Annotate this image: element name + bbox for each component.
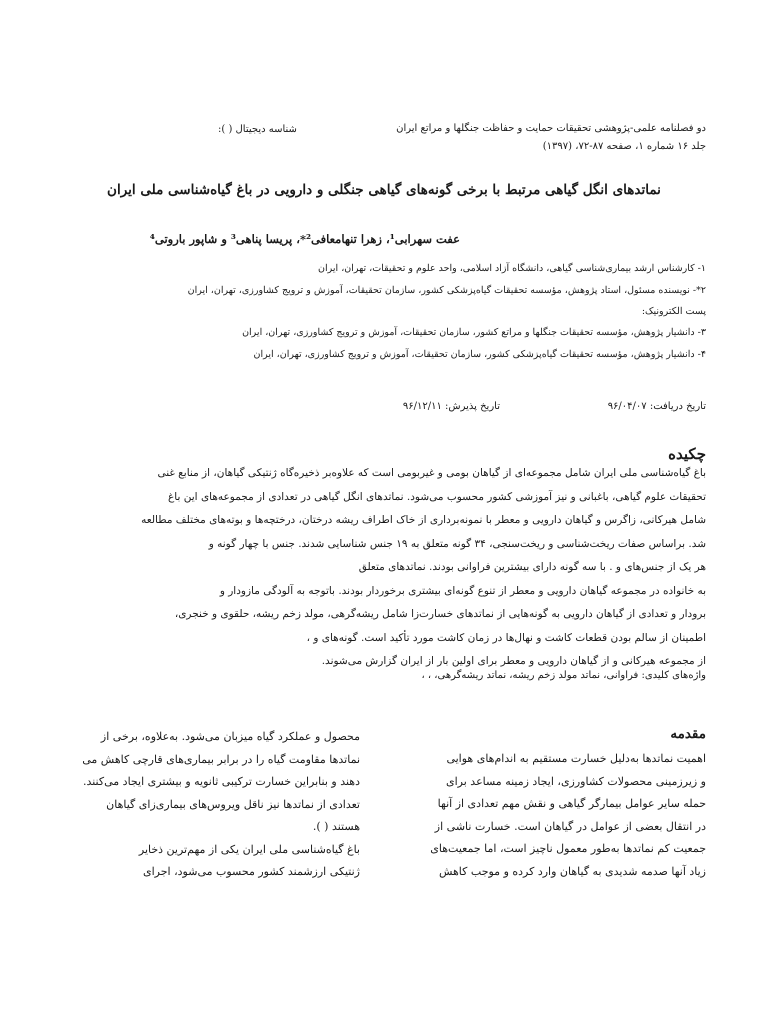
email-label: پست الکترونیک: — [641, 306, 706, 317]
intro-line: باغ گیاه‌شناسی ملی ایران یکی از مهم‌ترین ذخایر — [138, 842, 360, 856]
accepted-date: تاریخ پذیرش: ۹۶/۱۲/۱۱ — [402, 401, 500, 412]
abstract-heading: چکیده — [668, 445, 706, 463]
abstract-line: تحقیقات علوم گیاهی، باغبانی و نیز آموزشی کشور محسوب می‌شود. نماتدهای انگل گیاهی در تعدادی از مجموعه‌های این باغ — [168, 490, 706, 503]
affiliation-3: ۳- دانشیار پژوهش، مؤسسه تحقیقات جنگلها و مراتع کشور، سازمان تحقیقات، آموزش و ترویج کشاورزی، تهران، ایران — [242, 327, 706, 338]
intro-heading: مقدمه — [670, 726, 706, 742]
journal-name: دو فصلنامه علمی-پژوهشی تحقیقات حمایت و حفاظت جنگلها و مراتع ایران — [396, 123, 706, 134]
intro-line: دهند و بنابراین خسارت ترکیبی ثانویه و بیشتری ایجاد می‌کنند. — [82, 775, 360, 788]
intro-line: و زیرزمینی محصولات کشاورزی، ایجاد زمینه مساعد برای — [446, 774, 706, 788]
intro-line: هستند ( ). — [312, 820, 360, 833]
abstract-line: شامل هیرکانی، زاگرس و گیاهان دارویی و معطر با نمونه‌برداری از خاک اطراف ریشه درختان، درختچه‌ها و بوته‌های مختلف مطالعه — [141, 514, 706, 526]
abstract-line: برودار و تعدادی از گیاهان دارویی به گونه‌هایی از نماتدهای خسارت‌زا شامل ریشه‌گرهی، مولد زخم ریشه، حلقوی و خنجری، — [174, 608, 706, 620]
authors: عفت سهرابی¹، زهرا تنهامعافی²*، پریسا پناهی³ و شاپور باروتی⁴ — [149, 232, 460, 246]
intro-line: نماتدها مقاومت گیاه را در برابر بیماری‌های قارچی کاهش می — [82, 752, 360, 766]
journal-volume: جلد ۱۶ شماره ۱، صفحه ۸۷-۷۲، (۱۳۹۷) — [542, 141, 706, 152]
paper-title: نماتدهای انگل گیاهی مرتبط با برخی گونه‌های گیاهی جنگلی و دارویی در باغ گیاه‌شناسی ملی ایران — [107, 182, 661, 198]
keywords: واژه‌های کلیدی: فراوانی، نماتد مولد زخم ریشه، نماتد ریشه‌گرهی، ، ، — [421, 670, 706, 681]
affiliation-4: ۴- دانشیار پژوهش، مؤسسه تحقیقات گیاه‌پزشکی کشور، سازمان تحقیقات، آموزش و ترویج کشاورزی، تهران، ایران — [253, 349, 706, 360]
abstract-line: به خانواده در مجموعه گیاهان دارویی و معطر از تنوع گونه‌ای بیشتری برخوردار بودند. باتوجه به آلودگی مازودار و — [219, 584, 706, 597]
abstract-line: باغ گیاه‌شناسی ملی ایران شامل مجموعه‌ای از گیاهان بومی و غیربومی است که علاوه‌بر ذخیره‌گاه ژنتیکی گیاهان، از منابع غنی — [157, 467, 706, 479]
digital-id: شناسه دیجیتال ( ): — [218, 124, 297, 135]
intro-column-right — [406, 748, 706, 883]
abstract-line: شد. براساس صفات ریخت‌شناسی و ریخت‌سنجی، ۳۴ گونه متعلق به ۱۹ جنس شناسایی شدند. جنس با چهار گونه و — [208, 537, 706, 550]
intro-line: زیاد آنها صدمه شدیدی به گیاهان وارد کرده و موجب کاهش — [438, 864, 706, 878]
intro-line: محصول و عملکرد گیاه میزبان می‌شود. به‌علاوه، برخی از — [100, 730, 360, 743]
affiliation-2: ۲*- نویسنده مسئول، استاد پژوهش، مؤسسه تحقیقات گیاه‌پزشکی کشور، سازمان تحقیقات، آموزش و ترویج کشاورزی، تهران، ایران — [187, 285, 706, 296]
received-date: تاریخ دریافت: ۹۶/۰۴/۰۷ — [607, 401, 706, 412]
intro-line: تعدادی از نماتدها نیز ناقل ویروس‌های بیماری‌زای گیاهان — [106, 797, 360, 811]
intro-line: در انتقال بعضی از عوامل در گیاهان است. خسارت ناشی از — [434, 819, 706, 833]
abstract-line: هر یک از جنس‌های و . با سه گونه دارای بیشترین فراوانی بودند. نماتدهای متعلق — [358, 561, 706, 573]
intro-line: حمله سایر عوامل بیمارگر گیاهی و نقش مهم تعدادی از آنها — [437, 797, 706, 810]
abstract-body — [108, 462, 706, 674]
abstract-line: اطمینان از سالم بودن قطعات کاشت و نهال‌ها در زمان کاشت مورد تأکید است. گونه‌های و ، — [306, 631, 706, 644]
intro-line: جمعیت کم نماتدها به‌طور معمول ناچیز است، اما جمعیت‌های — [430, 842, 706, 855]
affiliation-1: ۱- کارشناس ارشد بیماری‌شناسی گیاهی، دانشگاه آزاد اسلامی، واحد علوم و تحقیقات، تهران، ایران — [318, 263, 706, 274]
intro-line: ژنتیکی ارزشمند کشور محسوب می‌شود، اجرای — [143, 865, 360, 878]
intro-line: اهمیت نماتدها به‌دلیل خسارت مستقیم به اندام‌های هوایی — [446, 752, 706, 765]
abstract-line: از مجموعه هیرکانی و از گیاهان دارویی و معطر برای اولین بار از ایران گزارش می‌شوند. — [321, 655, 706, 667]
intro-column-left — [60, 726, 360, 884]
